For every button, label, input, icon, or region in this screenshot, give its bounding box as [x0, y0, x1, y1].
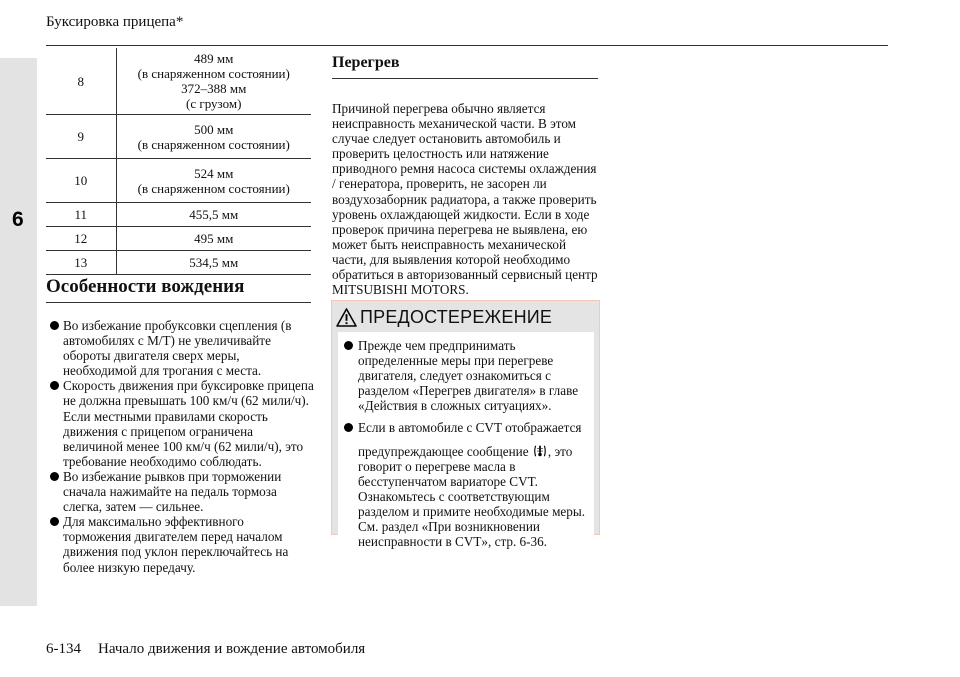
bullet-icon — [50, 517, 59, 526]
list-item: Скорость движения при буксировке прицепа не должна превышать 100 км/ч (62 мили/ч). Если местными правилами скорость движения с прицепом ограничена величиной менее 100 км/ч (62 мили/ч), это требование необходимо соблюдать. — [50, 378, 314, 469]
value-line: (в снаряженном состоянии) — [137, 66, 290, 81]
bullet-icon — [50, 381, 59, 390]
driving-section-title: Особенности вождения — [46, 276, 245, 297]
header-divider — [46, 45, 888, 46]
chapter-number: 6 — [12, 208, 24, 231]
value-line: 534,5 мм — [189, 255, 239, 270]
table-row — [46, 159, 311, 203]
overheat-paragraph: Причиной перегрева обычно является неисправность механической части. В этом случае следует остановить автомобиль и проверить целостность или натяжение приводного ремня насоса системы охлаждения / генератора, проверить, не засорен ли воздухозаборник радиатора, а также проверить уровень охлаждающей жидкости. Если в ходе проверок причина перегрева не выявлена, ею может быть неисправность механической части, для выявления которой необходимо обратиться в авторизованный сервисный центр MITSUBISHI MOTORS. — [332, 101, 598, 298]
caution-content — [338, 332, 594, 557]
list-item: Прежде чем предпринимать определенные меры при перегреве двигателя, следует ознакомиться с разделом «Перегрев двигателя» в главе «Действия в сложных ситуациях». — [344, 338, 590, 413]
row-value — [116, 203, 311, 227]
table-row — [46, 115, 311, 159]
overheat-section-divider — [332, 78, 598, 79]
caution-list — [344, 338, 590, 549]
row-number: 13 — [46, 251, 116, 275]
value-line: (в снаряженном состоянии) — [137, 180, 290, 196]
value-line: 524 мм — [194, 165, 234, 181]
value-line: 372–388 мм — [181, 81, 247, 96]
list-item: Для максимально эффективного торможения двигателем перед началом движения под уклон переключайтесь на более низкую передачу. — [50, 514, 314, 574]
bullet-icon — [50, 321, 59, 330]
row-number: 9 — [46, 115, 116, 159]
transmission-temperature-icon — [533, 444, 547, 458]
row-value — [116, 48, 311, 115]
list-item: Во избежание рывков при торможении сначала нажимайте на педаль тормоза слегка, затем — сильнее. — [50, 469, 314, 514]
driving-section-divider — [46, 302, 311, 303]
caution-box — [331, 300, 600, 550]
list-item: Если в автомобиле с CVT отображается предупреждающее сообщение , это говорит о перегреве масла в бесступенчатом вариаторе CVT. Ознакомьтесь с соответствующим разделом и примите необходимые меры. См. раздел «При возникновении неисправности в CVT», стр. 6-36. — [344, 420, 590, 549]
value-line: (в снаряженном состоянии) — [137, 136, 290, 152]
caution-header — [336, 304, 552, 330]
row-value — [116, 159, 311, 203]
footer-chapter-title: Начало движения и вождение автомобиля — [98, 641, 366, 657]
value-line: 489 мм — [194, 51, 234, 66]
page-number: 6-134 — [46, 641, 81, 657]
list-item: Во избежание пробуксовки сцепления (в автомобилях с M/T) не увеличивайте обороты двигателя сверх меры, необходимой для трогания с места. — [50, 318, 314, 378]
page-header-title: Буксировка прицепа* — [46, 14, 184, 30]
dimension-table — [46, 48, 311, 275]
row-number: 11 — [46, 203, 116, 227]
caution-title: ПРЕДОСТЕРЕЖЕНИЕ — [360, 306, 553, 327]
value-line: 500 мм — [194, 121, 234, 137]
table-row — [46, 227, 311, 251]
driving-tips-list — [50, 318, 314, 575]
table-row — [46, 48, 311, 115]
row-value — [116, 115, 311, 159]
row-value — [116, 227, 311, 251]
value-line: 455,5 мм — [189, 207, 239, 222]
bullet-icon — [344, 423, 353, 432]
overheat-section-title: Перегрев — [332, 54, 400, 71]
table-row — [46, 203, 311, 227]
row-number: 12 — [46, 227, 116, 251]
row-number: 10 — [46, 159, 116, 203]
warning-triangle-icon — [336, 308, 357, 327]
bullet-icon — [344, 341, 353, 350]
value-line: 495 мм — [194, 231, 234, 246]
bullet-icon — [50, 472, 59, 481]
value-line: (с грузом) — [186, 96, 242, 111]
chapter-tab — [0, 58, 37, 606]
row-number: 8 — [46, 48, 116, 115]
